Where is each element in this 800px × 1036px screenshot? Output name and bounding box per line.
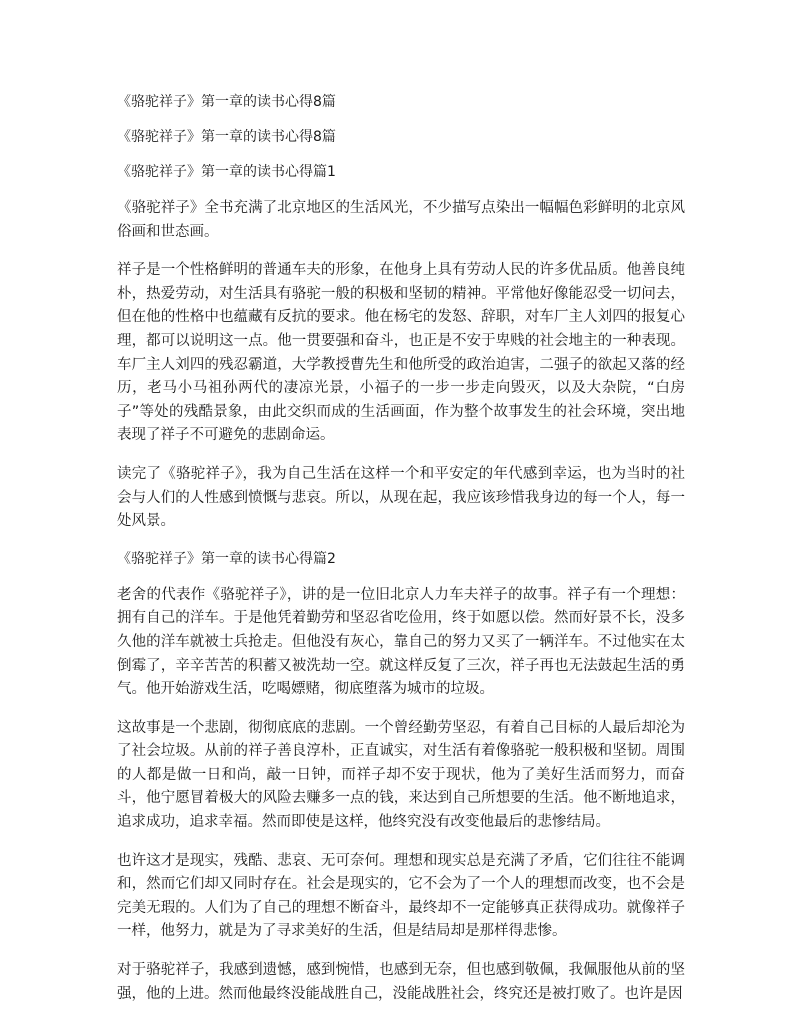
paragraph: 老舍的代表作《骆驼祥子》，讲的是一位旧北京人力车夫祥子的故事。祥子有一个理想：拥有自己的洋车。于是他凭着勤劳和坚忍省吃俭用，终于如愿以偿。然而好景不长，没多久他的洋车就被士兵抢走。但他没有灰心，靠自己的努力又买了一辆洋车。不过他实在太倒霉了，辛辛苦苦的积蓄又被洗劫一空。就这样反复了三次，祥子再也无法鼓起生活的勇气。他开始游戏生活，吃喝嫖赌，彻底堕落为城市的垃圾。 bbox=[117, 586, 685, 698]
document-page bbox=[117, 92, 685, 1021]
section-heading-1: 《骆驼祥子》第一章的读书心得篇1 bbox=[117, 164, 336, 180]
section-heading-2: 《骆驼祥子》第一章的读书心得篇2 bbox=[117, 550, 336, 567]
paragraph: 也许这才是现实，残酷、悲哀、无可奈何。理想和现实总是充满了矛盾，它们往往不能调和，然而它们却又同时存在。社会是现实的，它不会为了一个人的理想而改变，也不会是完美无瑕的。人们为了自己的理想不断奋斗，最终却不一定能够真正获得成功。就像祥子一样，他努力，就是为了寻求美好的生活，但是结局却是那样得悲惨。 bbox=[117, 852, 685, 940]
paragraph: 这故事是一个悲剧，彻彻底底的悲剧。一个曾经勤劳坚忍，有着自己目标的人最后却沦为了社会垃圾。从前的祥子善良淳朴，正直诚实，对生活有着像骆驼一般积极和坚韧。周围的人都是做一日和尚，敲一日钟，而祥子却不安于现状，他为了美好生活而努力，而奋斗，他宁愿冒着极大的风险去赚多一点的钱，来达到自己所想要的生活。他不断地追求，追求成功，追求幸福。然而即使是这样，他终究没有改变他最后的悲惨结局。 bbox=[117, 719, 685, 831]
document-title: 《骆驼祥子》第一章的读书心得8篇 bbox=[117, 94, 336, 110]
paragraph: 祥子是一个性格鲜明的普通车夫的形象，在他身上具有劳动人民的许多优品质。他善良纯朴，热爱劳动，对生活具有骆驼一般的积极和坚韧的精神。平常他好像能忍受一切问去，但在他的性格中也蕴藏有反抗的要求。他在杨宅的发怒、辞职，对车厂主人刘四的报复心理，都可以说明这一点。他一贯要强和奋斗，也正是不安于卑贱的社会地主的一种表现。车厂主人刘四的残忍霸道，大学教授曹先生和他所受的政治迫害，二强子的欲起又落的经历，老马小马祖孙两代的凄凉光景，小福子的一步一步走向毁灭，以及大杂院，“白房子”等处的残酷景象，由此交织而成的生活画面，作为整个故事发生的社会环境，突出地表现了祥子不可避免的悲剧命运。 bbox=[117, 262, 685, 444]
paragraph: 读完了《骆驼祥子》，我为自己生活在这样一个和平安定的年代感到幸运，也为当时的社会与人们的人性感到愤慨与悲哀。所以，从现在起，我应该珍惜我身边的每一个人，每一处风景。 bbox=[117, 465, 685, 530]
document-title-repeat: 《骆驼祥子》第一章的读书心得8篇 bbox=[117, 129, 336, 145]
paragraph: 对于骆驼祥子，我感到遗憾，感到惋惜，也感到无奈，但也感到敬佩，我佩服他从前的坚强，他的上进。然而他最终没能战胜自己，没能战胜社会，终究还是被打败了。也许是因 bbox=[117, 962, 685, 1002]
paragraph: 《骆驼祥子》全书充满了北京地区的生活风光，不少描写点染出一幅幅色彩鲜明的北京风俗画和世态画。 bbox=[117, 200, 685, 240]
